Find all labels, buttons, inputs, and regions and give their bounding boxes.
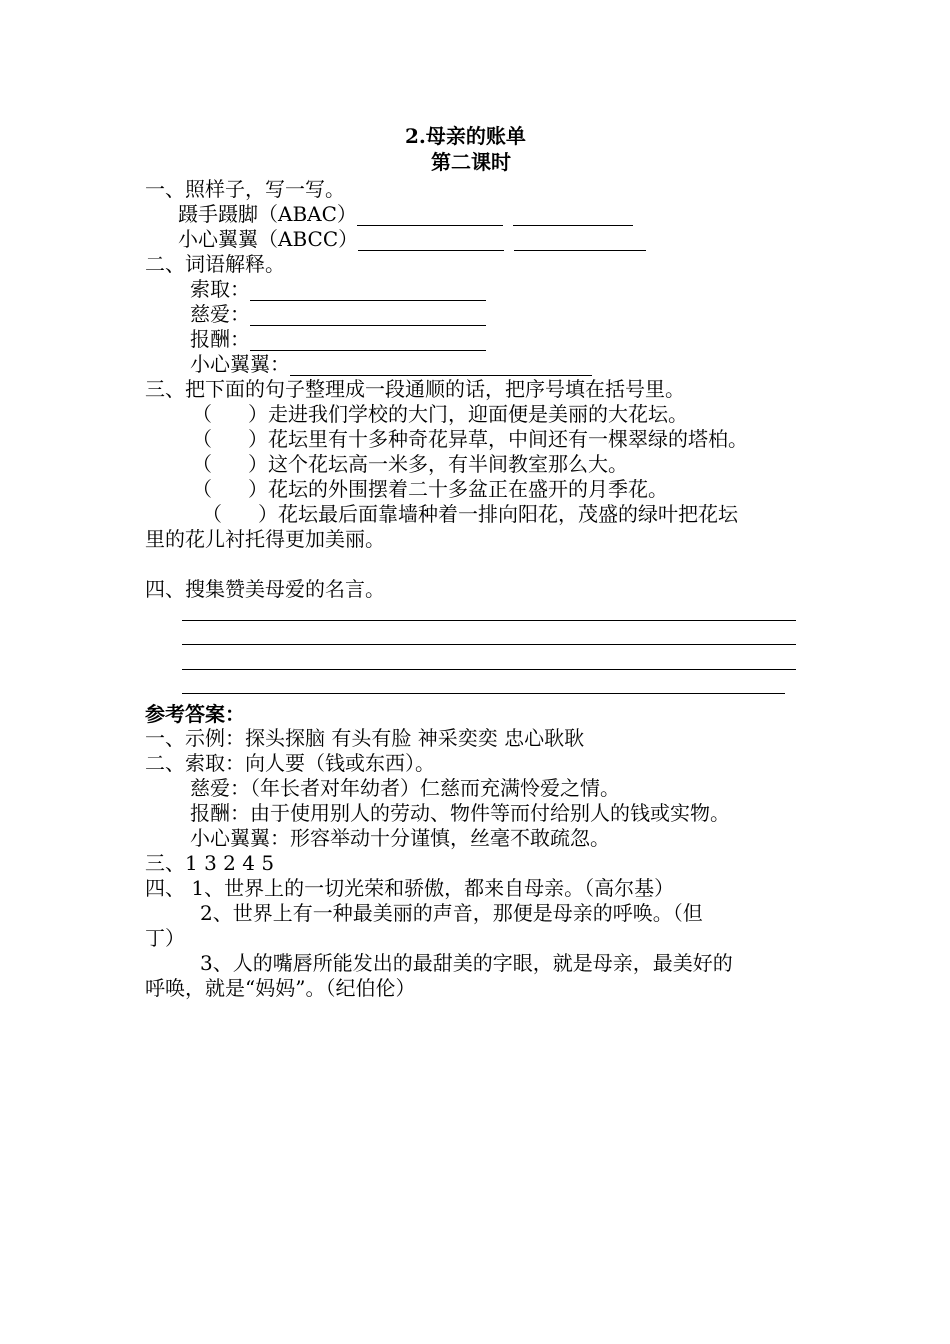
- q2-item-label: 慈爱：: [190, 302, 250, 326]
- q3-sentence-5-cont: 里的花儿衬托得更加美丽。: [145, 527, 385, 551]
- q3-sentence-2: [192, 427, 748, 451]
- q2-item-ciai: [190, 302, 486, 326]
- q2-item-label: 小心翼翼：: [190, 352, 290, 376]
- q1-row1-blank1[interactable]: [357, 207, 503, 226]
- answer-4-quote-2: 2、世界上有一种最美丽的声音，那便是母亲的呼唤。（但: [200, 901, 703, 925]
- q3-heading: 三、把下面的句子整理成一段通顺的话，把序号填在括号里。: [145, 377, 685, 401]
- paren-open: （: [192, 402, 212, 426]
- q4-heading: 四、搜集赞美母爱的名言。: [145, 577, 385, 601]
- sentence-text: 花坛最后面靠墙种着一排向阳花，茂盛的绿叶把花坛: [278, 502, 738, 526]
- q2-item-blank[interactable]: [250, 282, 486, 301]
- q4-writing-line[interactable]: [182, 620, 796, 621]
- q2-item-label: 报酬：: [190, 327, 250, 351]
- q1-row1-label: 蹑手蹑脚（ABAC）: [178, 202, 357, 226]
- q2-item-baochou: [190, 327, 486, 351]
- page-subtitle: 第二课时: [431, 150, 511, 174]
- q2-item-blank[interactable]: [250, 332, 486, 351]
- paren-open: （: [202, 502, 222, 526]
- q3-sentence-4: [192, 477, 668, 501]
- sentence-text: 这个花坛高一米多，有半间教室那么大。: [268, 452, 628, 476]
- q3-sentence-3: [192, 452, 628, 476]
- q3-sentence-5: [202, 502, 738, 526]
- q1-heading: 一、照样子，写一写。: [145, 177, 345, 201]
- q4-writing-line[interactable]: [182, 644, 796, 645]
- q1-row2-blank1[interactable]: [358, 232, 504, 251]
- sentence-text: 花坛里有十多种奇花异草，中间还有一棵翠绿的塔柏。: [268, 427, 748, 451]
- q1-row1: [178, 202, 633, 226]
- answer-2-suoqu: 二、索取：向人要（钱或东西）。: [145, 751, 435, 775]
- answer-4-quote-3-cont: 呼唤，就是“妈妈”。（纪伯伦）: [145, 976, 416, 1000]
- sentence-text: 花坛的外围摆着二十多盆正在盛开的月季花。: [268, 477, 668, 501]
- q2-item-suoqu: [190, 277, 486, 301]
- answers-heading: 参考答案：: [145, 702, 245, 726]
- answer-2-xiaoxinyiyi: 小心翼翼：形容举动十分谨慎，丝毫不敢疏忽。: [190, 826, 610, 850]
- q2-item-xiaoxinyiyi: [190, 352, 592, 376]
- paren-close: ）: [248, 427, 268, 451]
- q2-item-label: 索取：: [190, 277, 250, 301]
- q4-writing-line[interactable]: [182, 669, 796, 670]
- q4-writing-line[interactable]: [182, 693, 785, 694]
- paren-close: ）: [248, 452, 268, 476]
- q2-heading: 二、词语解释。: [145, 252, 285, 276]
- paren-open: （: [192, 477, 212, 501]
- q1-row2: [178, 227, 646, 251]
- paren-close: ）: [248, 402, 268, 426]
- paren-close: ）: [258, 502, 278, 526]
- paren-open: （: [192, 452, 212, 476]
- answer-2-ciai: 慈爱：（年长者对年幼者）仁慈而充满怜爱之情。: [190, 776, 620, 800]
- paren-open: （: [192, 427, 212, 451]
- answer-4-quote-2-cont: 丁）: [145, 926, 185, 950]
- q1-row2-label: 小心翼翼（ABCC）: [178, 227, 359, 251]
- answer-4-quote-3: 3、人的嘴唇所能发出的最甜美的字眼，就是母亲，最美好的: [200, 951, 733, 975]
- sentence-text: 走进我们学校的大门，迎面便是美丽的大花坛。: [268, 402, 688, 426]
- paren-close: ）: [248, 477, 268, 501]
- answer-3: 三、1 3 2 4 5: [145, 851, 275, 875]
- q1-row1-blank2[interactable]: [513, 207, 633, 226]
- q2-item-blank[interactable]: [250, 307, 486, 326]
- page-title: 2.母亲的账单: [405, 124, 526, 148]
- answer-4-quote-1: 四、 1、世界上的一切光荣和骄傲，都来自母亲。（高尔基）: [145, 876, 675, 900]
- answer-2-baochou: 报酬：由于使用别人的劳动、物件等而付给别人的钱或实物。: [190, 801, 730, 825]
- q3-sentence-1: [192, 402, 688, 426]
- q2-item-blank[interactable]: [290, 357, 592, 376]
- q1-row2-blank2[interactable]: [514, 232, 646, 251]
- answer-1: 一、示例：探头探脑 有头有脸 神采奕奕 忠心耿耿: [145, 726, 585, 750]
